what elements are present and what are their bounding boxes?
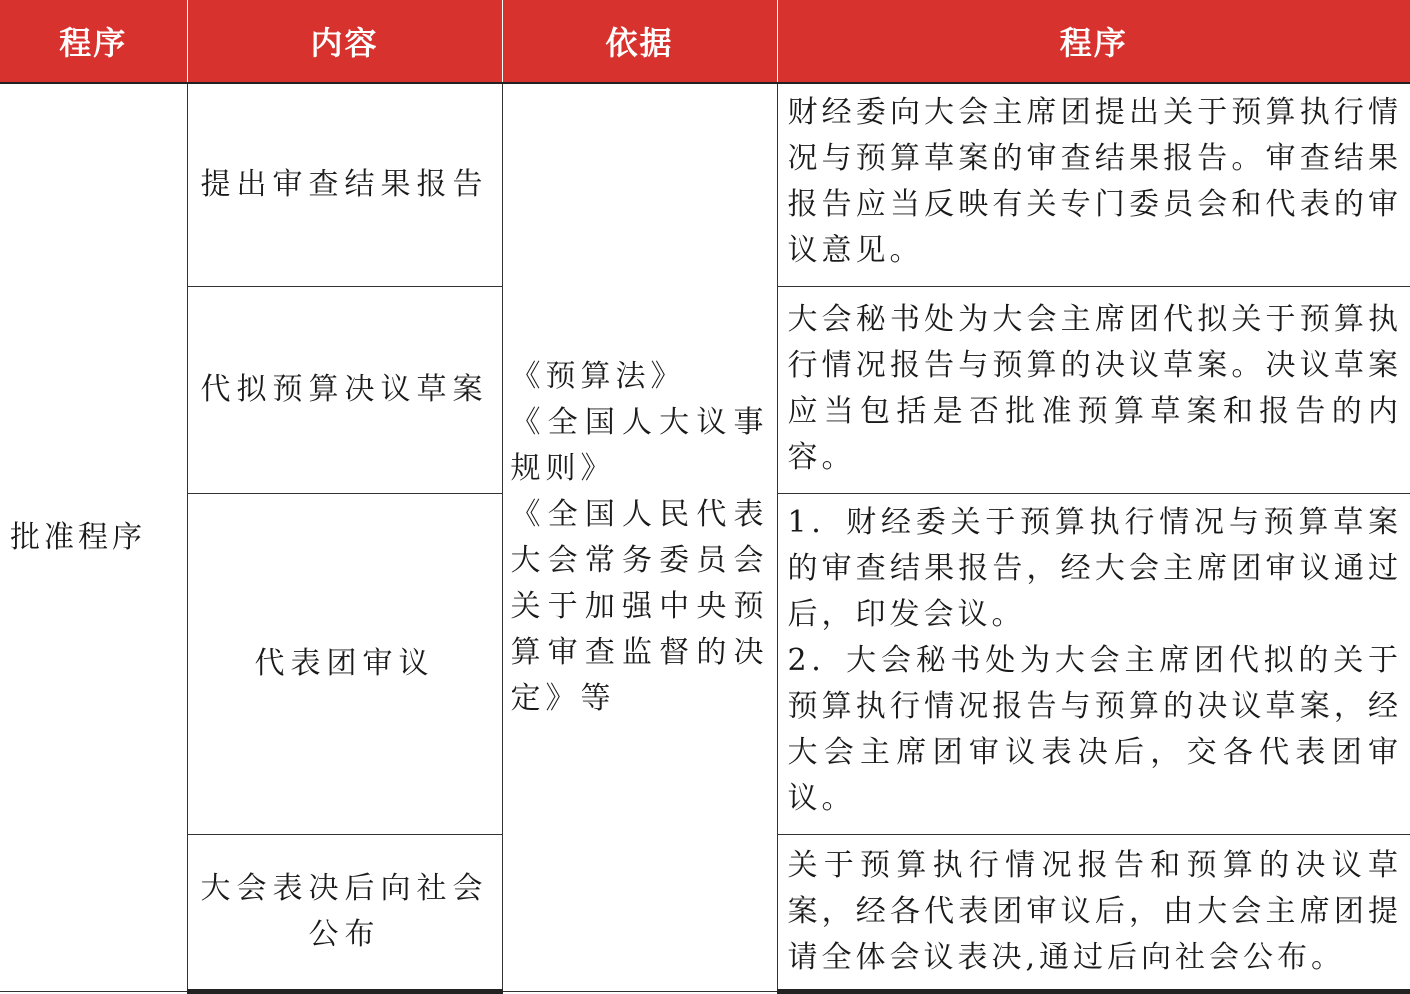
content-cell: 代表团审议: [187, 494, 502, 835]
basis-cell: [502, 83, 777, 992]
header-procedure: 程序: [0, 0, 187, 83]
content-cell: 提出审查结果报告: [187, 83, 502, 287]
detail-cell: [777, 835, 1410, 992]
header-basis: 依据: [502, 0, 777, 83]
table-header-row: [0, 0, 1410, 83]
basis-line: 《预算法》: [510, 358, 686, 394]
detail-paragraph: 大会秘书处为大会主席团代拟关于预算执行情况报告与预算的决议草案。决议草案应当包括是否批准预算草案和报告的内容。: [787, 302, 1402, 475]
detail-cell: [777, 83, 1410, 287]
header-procedure-detail: 程序: [777, 0, 1410, 83]
basis-line: 《全国人大议事规则》: [510, 404, 769, 486]
detail-paragraph: 财经委向大会主席团提出关于预算执行情况与预算草案的审查结果报告。审查结果报告应当反映有关专门委员会和代表的审议意见。: [787, 95, 1402, 268]
content-cell: 大会表决后向社会公布: [187, 835, 502, 992]
detail-paragraph: 1．财经委关于预算执行情况与预算草案的审查结果报告，经大会主席团审议通过后，印发会议。: [787, 505, 1402, 632]
detail-paragraph: 2．大会秘书处为大会主席团代拟的关于预算执行情况报告与预算的决议草案，经大会主席团审议表决后，交各代表团审议。: [787, 643, 1402, 816]
detail-paragraph: 关于预算执行情况报告和预算的决议草案，经各代表团审议后，由大会主席团提请全体会议表决,通过后向社会公布。: [787, 848, 1402, 975]
stage-cell: 批准程序: [0, 83, 187, 992]
detail-cell: [777, 287, 1410, 494]
content-cell: 代拟预算决议草案: [187, 287, 502, 494]
header-content: 内容: [187, 0, 502, 83]
detail-cell: [777, 494, 1410, 835]
basis-line: 《全国人民代表大会常务委员会关于加强中央预算审查监督的决定》等: [510, 496, 769, 716]
table-row: [0, 83, 1410, 287]
